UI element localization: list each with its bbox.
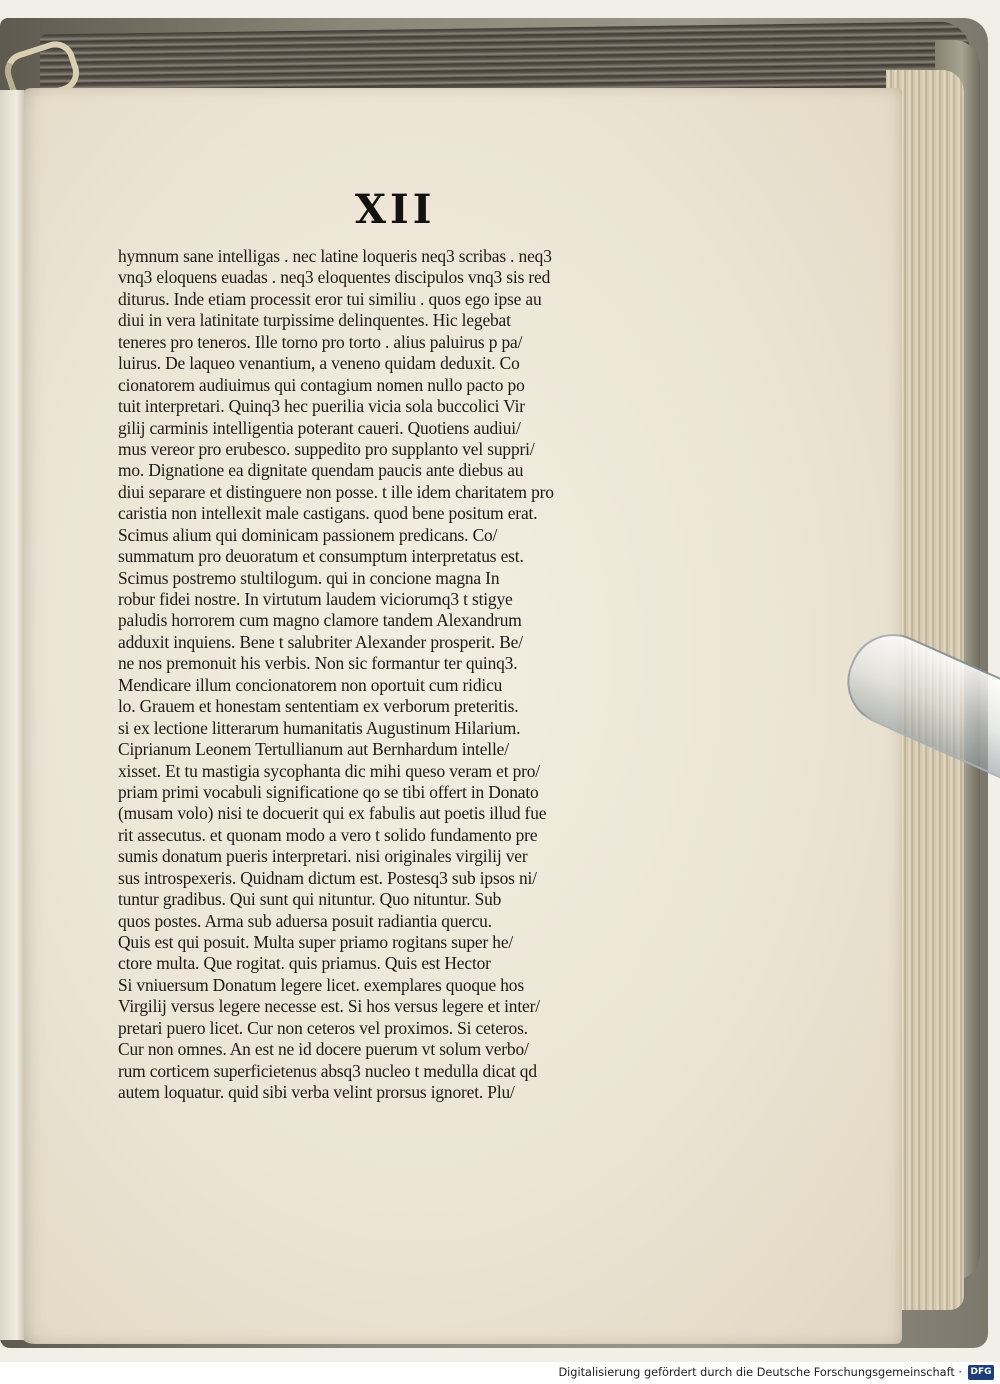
left-gutter <box>0 90 24 1340</box>
text-line: adduxit inquiens. Bene t salubriter Alexander prosperit. Be/ <box>118 631 523 652</box>
text-line: Quis est qui posuit. Multa super priamo rogitans super he/ <box>118 932 514 952</box>
text-line: sus introspexeris. Quidnam dictum est. Postesq3 sub ipsos ni/ <box>118 867 537 888</box>
page-number: XII <box>355 186 436 233</box>
text-line: gilij carminis intelligentia poterant caueri. Quotiens audiui/ <box>118 417 521 438</box>
text-line: Ciprianum Leonem Tertullianum aut Bernhardum intelle/ <box>118 739 509 760</box>
text-line: lo. Grauem et honestam sententiam ex verborum preteritis. <box>118 696 519 717</box>
text-line: summatum pro deuoratum et consumptum interpretatus est. <box>118 546 524 567</box>
text-line: tuit interpretari. Quinq3 hec puerilia vicia sola buccolici Vir <box>118 396 525 417</box>
text-line: pretari puero licet. Cur non ceteros vel proximos. Si ceteros. <box>118 1017 528 1038</box>
text-line: tuntur gradibus. Qui sunt qui nituntur. Quo nituntur. Sub <box>118 889 502 910</box>
funding-notice: Digitalisierung gefördert durch die Deutsche Forschungsgemeinschaft · <box>558 1366 962 1379</box>
text-block <box>118 246 678 1104</box>
text-line: caristia non intellexit male castigans. quod bene positum erat. <box>118 503 538 524</box>
text-line: diturus. Inde etiam processit eror tui similiu . quos ego ipse au <box>118 288 542 309</box>
text-line: Mendicare illum concionatorem non oportuit cum ridicu <box>118 674 503 695</box>
text-line: ctore multa. Que rogitat. quis priamus. Quis est Hector <box>118 953 491 974</box>
text-line: ne nos premonuit his verbis. Non sic formantur ter quinq3. <box>118 653 518 674</box>
text-line: Virgilij versus legere necesse est. Si hos versus legere et inter/ <box>118 996 540 1017</box>
text-line: autem loquatur. quid sibi verba velint prorsus ignoret. Plu/ <box>118 1082 515 1103</box>
text-line: sumis donatum pueris interpretari. nisi originales virgilij ver <box>118 846 528 867</box>
text-line: Scimus alium qui dominicam passionem predicans. Co/ <box>118 524 498 545</box>
text-line: paludis horrorem cum magno clamore tandem Alexandrum <box>118 610 522 631</box>
text-line: quos postes. Arma sub aduersa posuit radiantia quercu. <box>118 910 492 931</box>
text-line: mus vereor pro erubesco. suppedito pro supplanto vel suppri/ <box>118 438 535 459</box>
text-line: xisset. Et tu mastigia sycophanta dic mihi queso veram et pro/ <box>118 760 540 781</box>
text-line: (musam volo) nisi te docuerit qui ex fabulis aut poetis illud fue <box>118 803 547 824</box>
text-line: si ex lectione litterarum humanitatis Augustinum Hilarium. <box>118 717 521 738</box>
text-line: mo. Dignatione ea dignitate quendam paucis ante diebus au <box>118 460 524 481</box>
text-line: luirus. De laqueo venantium, a veneno quidam deduxit. Co <box>118 353 520 374</box>
text-line: vnq3 eloquens euadas . neq3 eloquentes discipulos vnq3 sis red <box>118 267 551 288</box>
text-line: Si vniuersum Donatum legere licet. exemplares quoque hos <box>118 974 524 995</box>
text-line: teneres pro teneros. Ille torno pro torto . alius paluirus p pa/ <box>118 331 523 352</box>
footer <box>0 1362 1000 1384</box>
text-line: Scimus postremo stultilogum. qui in concione magna In <box>118 567 500 588</box>
text-line: rum corticem superficietenus absq3 nucleo t medulla dicat qd <box>118 1060 537 1081</box>
text-line: priam primi vocabuli significatione qo se tibi offert in Donato <box>118 781 539 802</box>
text-line: robur fidei nostre. In virtutum laudem viciorumq3 t stigye <box>118 589 513 609</box>
dfg-logo: DFG <box>968 1365 994 1380</box>
text-line: hymnum sane intelligas . nec latine loqueris neq3 scribas . neq3 <box>118 246 552 266</box>
text-line: rit assecutus. et quonam modo a vero t solido fundamento pre <box>118 824 538 845</box>
text-line: diui separare et distinguere non posse. t ille idem charitatem pro <box>118 481 554 502</box>
text-line: cionatorem audiuimus qui contagium nomen nullo pacto po <box>118 374 525 395</box>
text-line: diui in vera latinitate turpissime delinquentes. Hic legebat <box>118 310 511 331</box>
text-line: Cur non omnes. An est ne id docere puerum vt solum verbo/ <box>118 1039 529 1060</box>
